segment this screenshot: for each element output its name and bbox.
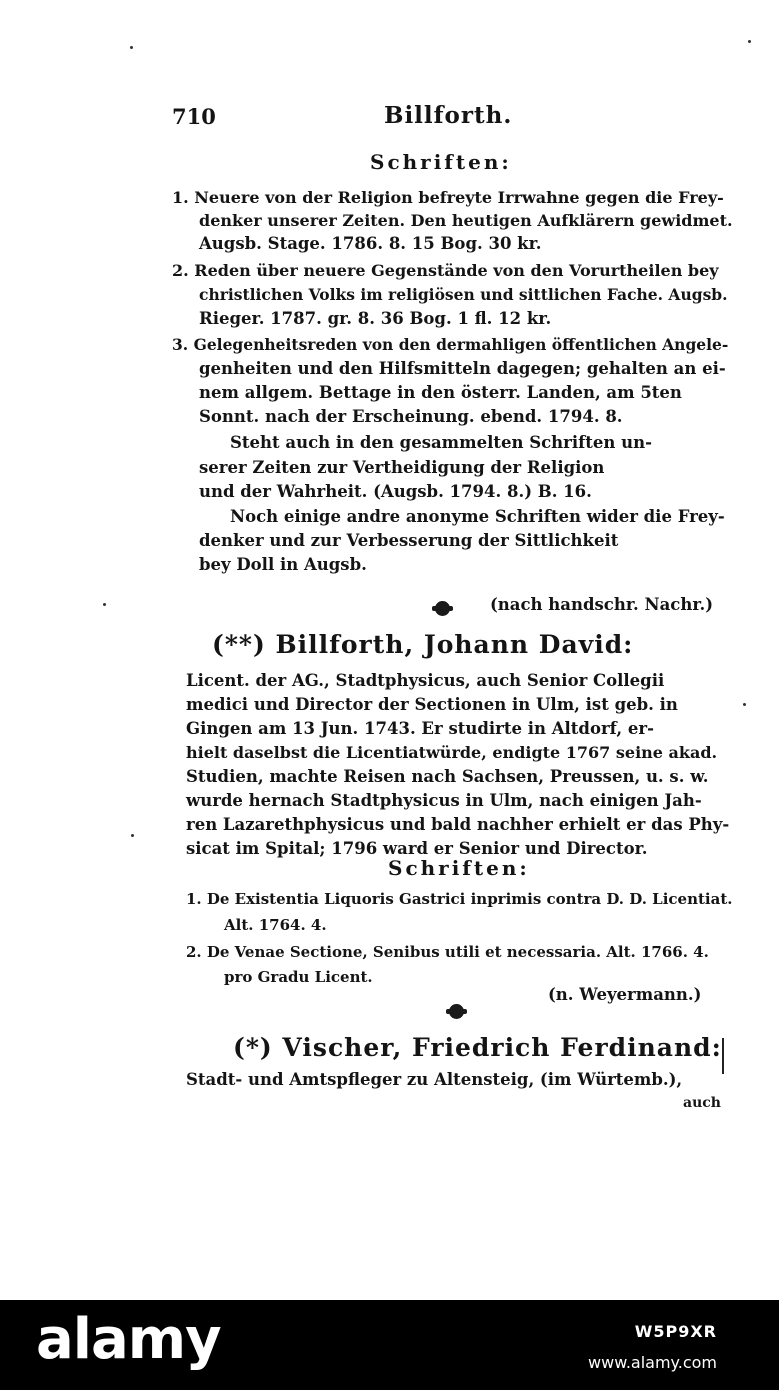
image-code: W5P9XR [634, 1322, 717, 1341]
text-line: denker unserer Zeiten. Den heutigen Aufklärern gewidmet. [199, 211, 733, 230]
text-line: bey Doll in Augsb. [199, 555, 367, 574]
text-line: Augsb. Stage. 1786. 8. 15 Bog. 30 kr. [199, 234, 542, 253]
fleuron-ornament [449, 1004, 464, 1019]
page-number: 710 [172, 104, 216, 129]
paper-speck [130, 46, 133, 49]
text-line: nem allgem. Bettage in den österr. Landen, am 5ten [199, 383, 682, 402]
text-line: ren Lazarethphysicus und bald nachher erhielt er das Phy- [186, 815, 730, 834]
running-head: Billforth. [384, 102, 513, 129]
fleuron-ornament [435, 601, 450, 616]
paper-speck [748, 40, 751, 43]
text-line: Rieger. 1787. gr. 8. 36 Bog. 1 fl. 12 kr. [199, 309, 552, 328]
text-line: pro Gradu Licent. [224, 968, 373, 986]
text-line: hielt daselbst die Licentiatwürde, endigte 1767 seine akad. [186, 743, 718, 762]
catchword: auch [683, 1095, 721, 1111]
text-line: Stadt- und Amtspfleger zu Altensteig, (im Würtemb.), [186, 1070, 683, 1089]
text-line: Studien, machte Reisen nach Sachsen, Preussen, u. s. w. [186, 767, 709, 786]
text-line: Gingen am 13 Jun. 1743. Er studirte in Altdorf, er- [186, 719, 654, 738]
text-line: Noch einige andre anonyme Schriften wider die Frey- [230, 507, 725, 526]
alamy-logo: alamy [36, 1307, 221, 1372]
text-line: wurde hernach Stadtphysicus in Ulm, nach einigen Jah- [186, 791, 702, 810]
source-note: (nach handschr. Nachr.) [490, 595, 714, 614]
paper-speck [103, 603, 106, 606]
text-line: 2. Reden über neuere Gegenstände von den Vorurtheilen bey [172, 261, 719, 280]
text-line: 2. De Venae Sectione, Senibus utili et necessaria. Alt. 1766. 4. [186, 943, 709, 961]
text-line: christlichen Volks im religiösen und sittlichen Fache. Augsb. [199, 285, 728, 304]
site-url: www.alamy.com [588, 1353, 717, 1372]
text-line: Alt. 1764. 4. [224, 916, 327, 934]
paper-speck [131, 834, 134, 837]
text-line: 1. De Existentia Liquoris Gastrici inprimis contra D. D. Licentiat. [186, 890, 733, 908]
section-heading: Schriften: [388, 856, 530, 880]
text-line: medici und Director der Sectionen in Ulm, ist geb. in [186, 695, 678, 714]
text-line: genheiten und den Hilfsmitteln dagegen; gehalten an ei- [199, 359, 726, 378]
entry-heading: (**) Billforth, Johann David: [212, 630, 634, 659]
text-line: Sonnt. nach der Erscheinung. ebend. 1794. 8. [199, 407, 623, 426]
text-line: Steht auch in den gesammelten Schriften un- [230, 433, 652, 452]
text-line: 1. Neuere von der Religion befreyte Irrwahne gegen die Frey- [172, 188, 724, 207]
source-note: (n. Weyermann.) [548, 985, 702, 1004]
text-line: Licent. der AG., Stadtphysicus, auch Senior Collegii [186, 671, 665, 690]
text-line: denker und zur Verbesserung der Sittlichkeit [199, 531, 619, 550]
text-line: sicat im Spital; 1796 ward er Senior und Director. [186, 839, 648, 858]
text-line: und der Wahrheit. (Augsb. 1794. 8.) B. 16. [199, 482, 592, 501]
entry-heading: (*) Vischer, Friedrich Ferdinand: [233, 1033, 722, 1062]
scan-edge-mark [722, 1038, 724, 1074]
section-heading: Schriften: [370, 150, 512, 174]
text-line: serer Zeiten zur Vertheidigung der Religion [199, 458, 605, 477]
paper-speck [743, 703, 746, 706]
text-line: 3. Gelegenheitsreden von den dermahligen öffentlichen Angele- [172, 335, 729, 354]
